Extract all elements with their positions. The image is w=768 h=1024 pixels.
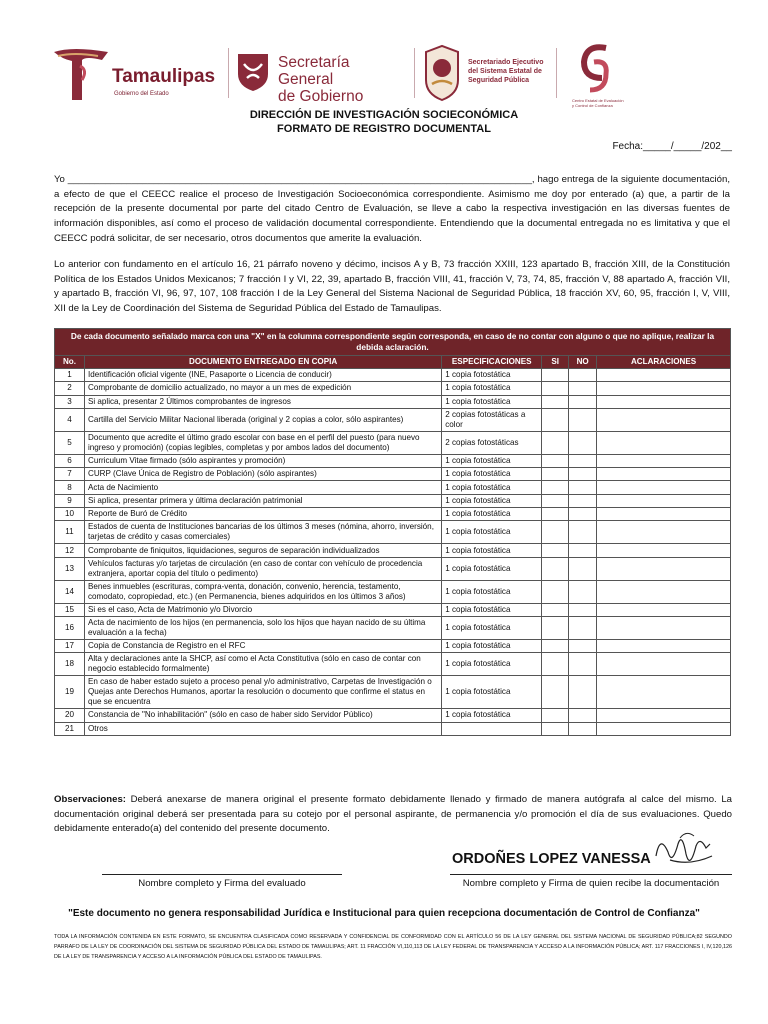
row-aclaraciones-cell[interactable]	[597, 431, 731, 454]
row-specification: 1 copia fotostática	[442, 676, 542, 709]
disclaimer: "Este documento no genera responsabilidad Jurídica e Institucional para quien recepciona documentación de Control de Confianza"	[68, 908, 700, 919]
header-no: No.	[55, 356, 85, 369]
row-si-cell[interactable]	[542, 494, 569, 507]
row-specification	[442, 722, 542, 735]
row-document: Identificación oficial vigente (INE, Pasaporte o Licencia de conducir)	[84, 369, 441, 382]
row-specification: 1 copia fotostática	[442, 544, 542, 557]
header-specifications: ESPECIFICACIONES	[442, 356, 542, 369]
row-no-cell[interactable]	[569, 454, 597, 467]
header-si: SI	[542, 356, 569, 369]
row-si-cell[interactable]	[542, 481, 569, 494]
sgg-name	[278, 54, 406, 105]
row-document: Acta de nacimiento de los hijos (en permanencia, solo los hijos que hayan nacido de su última evaluación a la fecha)	[84, 616, 441, 639]
table-row	[55, 676, 731, 709]
table-row	[55, 494, 731, 507]
row-no-cell[interactable]	[569, 544, 597, 557]
row-specification: 1 copia fotostática	[442, 603, 542, 616]
shield-icon	[236, 52, 270, 92]
row-number: 9	[55, 494, 85, 507]
c3-name	[572, 98, 642, 108]
table-row	[55, 369, 731, 382]
row-si-cell[interactable]	[542, 508, 569, 521]
row-specification: 1 copia fotostática	[442, 494, 542, 507]
row-specification: 1 copia fotostática	[442, 709, 542, 722]
row-aclaraciones-cell[interactable]	[597, 709, 731, 722]
row-si-cell[interactable]	[542, 653, 569, 676]
row-document: Si aplica, presentar primera y última declaración patrimonial	[84, 494, 441, 507]
evaluee-signature-label: Nombre completo y Firma del evaluado	[138, 878, 306, 889]
row-specification: 1 copia fotostática	[442, 639, 542, 652]
row-si-cell[interactable]	[542, 369, 569, 382]
row-aclaraciones-cell[interactable]	[597, 395, 731, 408]
row-no-cell[interactable]	[569, 709, 597, 722]
intro-paragraph: Yo _______________________________________________________________________________________, hago entrega de la siguiente documentación, a efecto de que el CEECC realice el proceso de Investigación Socioeconómica correspondiente. Asimismo me doy por enterado (a) que, a partir de la recepción de la presente documental por parte del citado Centro de Evaluación, se lleve a cabo la respectiva investigación en las diversas fuentes de información disponibles, así como el proceso de validación documental correspondiente. Entendiendo que la documental entregada no es limitativa y que el CEECC podrá solicitar, de ser necesario, otros documentos que amerite la evaluación.	[54, 174, 730, 244]
row-no-cell[interactable]	[569, 369, 597, 382]
row-aclaraciones-cell[interactable]	[597, 508, 731, 521]
row-si-cell[interactable]	[542, 431, 569, 454]
handwritten-signature	[650, 826, 714, 874]
row-specification: 1 copia fotostática	[442, 557, 542, 580]
observations-label: Observaciones:	[54, 794, 126, 805]
row-specification: 1 copia fotostática	[442, 481, 542, 494]
row-specification: 1 copia fotostática	[442, 616, 542, 639]
row-si-cell[interactable]	[542, 521, 569, 544]
seguridad-badge-icon	[422, 44, 462, 102]
tamaulipas-logo	[52, 44, 222, 104]
row-number: 18	[55, 653, 85, 676]
row-document: Constancia de "No inhabilitación" (sólo en caso de haber sido Servidor Público)	[84, 709, 441, 722]
table-row	[55, 616, 731, 639]
table-row	[55, 544, 731, 557]
row-aclaraciones-cell[interactable]	[597, 369, 731, 382]
row-aclaraciones-cell[interactable]	[597, 580, 731, 603]
row-specification: 1 copia fotostática	[442, 521, 542, 544]
row-specification: 1 copia fotostática	[442, 454, 542, 467]
sgg-logo	[236, 48, 406, 105]
row-no-cell[interactable]	[569, 676, 597, 709]
table-row	[55, 481, 731, 494]
row-aclaraciones-cell[interactable]	[597, 494, 731, 507]
legal-basis-paragraph: Lo anterior con fundamento en el artículo 16, 21 párrafo noveno y décimo, incisos A y B, 73 fracción XXIII, 123 apartado B, fracción XIII, de la Constitución Política de los Estados Unidos Mexicanos; 7 fracción I y VI, 22, 39, apartado B, fracción VIII, 41, fracción V, 73, 74, 85, fracción V, 88 apartado A, fracción VII, y apartado B, fracción VI, 96, 97, 107, 108 fracción I de la Ley General del Sistema Nacional de Seguridad Pública, 18 fracción XV, 60, 95, fracción I, V, VIII, XII de la Ley de Coordinación del Sistema de Seguridad Pública del Estado de Tamaulipas.	[54, 259, 730, 315]
tamaulipas-subtitle: Gobierno del Estado	[114, 91, 169, 97]
table-row	[55, 382, 731, 395]
row-document: Si aplica, presentar 2 Últimos comprobantes de ingresos	[84, 395, 441, 408]
sgg-line-2: de Gobierno	[278, 88, 364, 105]
logo-separator	[556, 48, 557, 98]
row-number: 21	[55, 722, 85, 735]
row-aclaraciones-cell[interactable]	[597, 408, 731, 431]
row-document: Cartilla del Servicio Militar Nacional liberada (original y 2 copias a color, sólo aspirantes)	[84, 408, 441, 431]
row-aclaraciones-cell[interactable]	[597, 557, 731, 580]
legal-notice: TODA LA INFORMACIÓN CONTENIDA EN ESTE FORMATO, SE ENCUENTRA CLASIFICADA COMO RESERVADA Y CONFIDENCIAL DE CONFORMIDAD CON EL ARTÍCULO 56 DE LA LEY GENERAL DEL SISTEMA NACIONAL DE SEGURIDAD PÚBLICA;82 SEGUNDO PARRAFO DE LA LEY DE COORDINACIÓN DEL SISTEMA DE SEGURIDAD PÚBLICA DEL ESTADO DE TAMAULIPAS; ART. 11 FRACCIÓN VI,110,113 DE LA LEY FEDERAL DE TRANSPARENCIA Y ACCESO A LA INFORMACIÓN PÚBLICA; ART. 117 FRACCIONES I, IV,120,126 DE LA LEY DE TRANSPARENCIA Y ACCESO A LA INFORMACIÓN PÚBLICA DEL ESTADO DE TAMAULIPAS.	[54, 934, 732, 960]
row-no-cell[interactable]	[569, 431, 597, 454]
observations-text: Deberá anexarse de manera original el presente formato debidamente llenado y firmado de manera autógrafa al calce del mismo. La documentación original deberá ser presentada para su cotejo por el personal aspirante, de permanencia y/o promoción el día de sus evaluaciones. Quedo debidamente enterado(a) del contenido del presente documento.	[54, 794, 732, 835]
row-number: 6	[55, 454, 85, 467]
row-number: 8	[55, 481, 85, 494]
table-instructions: De cada documento señalado marca con una "X" en la columna correspondiente según corresponda, en caso de no contar con alguno o que no aplique, realizar la debida aclaración.	[55, 329, 731, 356]
row-specification: 1 copia fotostática	[442, 653, 542, 676]
row-si-cell[interactable]	[542, 722, 569, 735]
row-no-cell[interactable]	[569, 603, 597, 616]
row-document: Si es el caso, Acta de Matrimonio y/o Divorcio	[84, 603, 441, 616]
row-document: Vehículos facturas y/o tarjetas de circulación (en caso de contar con vehículo de procedencia extranjera, aportar copia del título o pedimento)	[84, 557, 441, 580]
row-specification: 1 copia fotostática	[442, 580, 542, 603]
row-no-cell[interactable]	[569, 521, 597, 544]
row-document: Copia de Constancia de Registro en el RFC	[84, 639, 441, 652]
row-si-cell[interactable]	[542, 676, 569, 709]
row-number: 11	[55, 521, 85, 544]
row-aclaraciones-cell[interactable]	[597, 676, 731, 709]
row-aclaraciones-cell[interactable]	[597, 468, 731, 481]
row-si-cell[interactable]	[542, 454, 569, 467]
header-aclaraciones: ACLARACIONES	[597, 356, 731, 369]
title-line-2: FORMATO DE REGISTRO DOCUMENTAL	[277, 123, 491, 135]
row-number: 1	[55, 369, 85, 382]
table-header-row	[55, 356, 731, 369]
c3-line-1: Centro Estatal de Evaluación	[572, 98, 624, 103]
table-row	[55, 468, 731, 481]
logo-separator	[414, 48, 415, 98]
table-row	[55, 653, 731, 676]
row-specification: 1 copia fotostática	[442, 369, 542, 382]
row-no-cell[interactable]	[569, 580, 597, 603]
receiver-name: ORDOÑES LOPEZ VANESSA	[452, 851, 651, 867]
row-aclaraciones-cell[interactable]	[597, 454, 731, 467]
row-specification: 1 copia fotostática	[442, 468, 542, 481]
row-si-cell[interactable]	[542, 544, 569, 557]
receiver-signature-line	[450, 874, 732, 875]
evaluee-signature-line	[102, 874, 342, 875]
row-no-cell[interactable]	[569, 494, 597, 507]
tamaulipas-name: Tamaulipas	[112, 66, 216, 87]
table-row	[55, 508, 731, 521]
sesesp-line-2: del Sistema Estatal de	[468, 68, 542, 75]
title-line-1: DIRECCIÓN DE INVESTIGACIÓN SOCIECONÓMICA	[249, 109, 519, 121]
row-number: 3	[55, 395, 85, 408]
row-si-cell[interactable]	[542, 603, 569, 616]
logo-separator	[228, 48, 229, 98]
row-aclaraciones-cell[interactable]	[597, 544, 731, 557]
sesesp-logo	[422, 44, 562, 104]
row-no-cell[interactable]	[569, 468, 597, 481]
row-specification: 1 copia fotostática	[442, 395, 542, 408]
observations	[54, 793, 732, 837]
row-document: Comprobante de finiquitos, liquidaciones, seguros de separación individualizados	[84, 544, 441, 557]
receiver-signature-label: Nombre completo y Firma de quien recibe la documentación	[462, 878, 720, 889]
row-number: 16	[55, 616, 85, 639]
row-document: Reporte de Buró de Crédito	[84, 508, 441, 521]
row-si-cell[interactable]	[542, 395, 569, 408]
row-si-cell[interactable]	[542, 382, 569, 395]
row-aclaraciones-cell[interactable]	[597, 603, 731, 616]
table-row	[55, 639, 731, 652]
c3-logo	[572, 40, 642, 108]
row-number: 20	[55, 709, 85, 722]
table-row	[55, 395, 731, 408]
row-si-cell[interactable]	[542, 408, 569, 431]
row-number: 12	[55, 544, 85, 557]
row-document: Comprobante de domicilio actualizado, no mayor a un mes de expedición	[84, 382, 441, 395]
row-aclaraciones-cell[interactable]	[597, 722, 731, 735]
table-row	[55, 431, 731, 454]
table-row	[55, 557, 731, 580]
sgg-line-1: Secretaría General	[278, 54, 350, 88]
tamaulipas-t-icon	[52, 46, 110, 102]
row-number: 17	[55, 639, 85, 652]
row-number: 7	[55, 468, 85, 481]
sesesp-name	[468, 58, 543, 85]
table-body	[55, 369, 731, 736]
row-no-cell[interactable]	[569, 722, 597, 735]
row-si-cell[interactable]	[542, 639, 569, 652]
date-field[interactable]: Fecha:_____/_____/202__	[612, 141, 732, 152]
row-specification: 1 copia fotostática	[442, 508, 542, 521]
row-aclaraciones-cell[interactable]	[597, 481, 731, 494]
row-no-cell[interactable]	[569, 639, 597, 652]
row-si-cell[interactable]	[542, 616, 569, 639]
row-si-cell[interactable]	[542, 557, 569, 580]
table-row	[55, 580, 731, 603]
row-si-cell[interactable]	[542, 580, 569, 603]
row-si-cell[interactable]	[542, 468, 569, 481]
row-number: 13	[55, 557, 85, 580]
row-document: Curriculum Vitae firmado (sólo aspirantes y promoción)	[84, 454, 441, 467]
row-number: 10	[55, 508, 85, 521]
table-row	[55, 722, 731, 735]
row-document: Acta de Nacimiento	[84, 481, 441, 494]
c3-mark-icon	[576, 40, 616, 96]
row-document: Otros	[84, 722, 441, 735]
row-document: Alta y declaraciones ante la SHCP, así como el Acta Constitutiva (sólo en caso de contar con negocio establecido formalmente)	[84, 653, 441, 676]
row-document: Benes inmuebles (escrituras, compra-venta, donación, convenio, herencia, testamento, comodato, copropiedad, etc.) (en Permanencia, bienes adquiridos en los últimos 3 años)	[84, 580, 441, 603]
table-row	[55, 603, 731, 616]
row-aclaraciones-cell[interactable]	[597, 382, 731, 395]
row-document: Estados de cuenta de Instituciones bancarias de los últimos 3 meses (nómina, ahorro, inversión, tarjetas de crédito y casas comerciales)	[84, 521, 441, 544]
row-number: 15	[55, 603, 85, 616]
row-document: En caso de haber estado sujeto a proceso penal y/o administrativo, Carpetas de Investigación o Quejas ante Derechos Humanos, aportar la resolución o documento que confirme el status en que se encuentra	[84, 676, 441, 709]
document-title	[0, 108, 768, 136]
row-specification: 2 copias fotostáticas a color	[442, 408, 542, 431]
table-row	[55, 709, 731, 722]
row-aclaraciones-cell[interactable]	[597, 616, 731, 639]
documents-table	[54, 328, 731, 736]
row-number: 4	[55, 408, 85, 431]
row-number: 14	[55, 580, 85, 603]
row-specification: 2 copias fotostáticas	[442, 431, 542, 454]
header-no-col: NO	[569, 356, 597, 369]
row-no-cell[interactable]	[569, 481, 597, 494]
table-row	[55, 454, 731, 467]
row-no-cell[interactable]	[569, 653, 597, 676]
row-no-cell[interactable]	[569, 616, 597, 639]
c3-line-2: y Control de Confianza	[572, 103, 613, 108]
sesesp-line-1: Secretariado Ejecutivo	[468, 59, 544, 66]
row-no-cell[interactable]	[569, 395, 597, 408]
row-specification: 1 copia fotostática	[442, 382, 542, 395]
sesesp-line-3: Seguridad Pública	[468, 77, 530, 84]
row-aclaraciones-cell[interactable]	[597, 653, 731, 676]
table-row	[55, 521, 731, 544]
row-si-cell[interactable]	[542, 709, 569, 722]
row-document: Documento que acredite el último grado escolar con base en el perfil del puesto (para nuevo ingreso y promoción) (copias legibles, completas y por ambos lados del documento)	[84, 431, 441, 454]
row-number: 19	[55, 676, 85, 709]
row-document: CURP (Clave Única de Registro de Población) (sólo aspirantes)	[84, 468, 441, 481]
table-row	[55, 408, 731, 431]
row-number: 2	[55, 382, 85, 395]
row-aclaraciones-cell[interactable]	[597, 521, 731, 544]
row-number: 5	[55, 431, 85, 454]
row-no-cell[interactable]	[569, 508, 597, 521]
header-document: DOCUMENTO ENTREGADO EN COPIA	[84, 356, 441, 369]
header-logos	[52, 40, 722, 112]
row-no-cell[interactable]	[569, 557, 597, 580]
row-no-cell[interactable]	[569, 382, 597, 395]
row-no-cell[interactable]	[569, 408, 597, 431]
row-aclaraciones-cell[interactable]	[597, 639, 731, 652]
